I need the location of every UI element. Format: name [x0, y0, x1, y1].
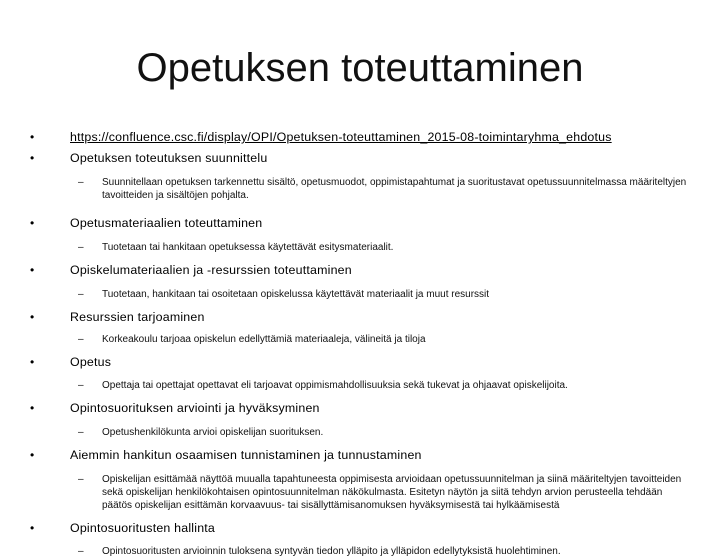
item-heading: Opintosuorituksen arviointi ja hyväksyminen — [70, 401, 320, 415]
sub-item-text: Tuotetaan tai hankitaan opetuksessa käytettävät esitysmateriaalit. — [102, 242, 394, 253]
list-item — [30, 448, 690, 463]
sub-item — [30, 473, 690, 512]
dash-icon: – — [78, 380, 84, 391]
sub-item — [30, 545, 690, 558]
dash-icon: – — [78, 474, 84, 485]
sub-item — [30, 176, 690, 202]
sub-item — [30, 241, 690, 254]
item-heading: Aiemmin hankitun osaamisen tunnistaminen ja tunnustaminen — [70, 448, 422, 462]
sub-item — [30, 288, 690, 301]
sub-item — [30, 379, 690, 392]
sub-item-text: Tuotetaan, hankitaan tai osoitetaan opiskelussa käytettävät materiaalit ja muut resurssit — [102, 289, 490, 300]
bullet-icon: • — [30, 310, 35, 324]
list-item — [30, 401, 690, 416]
list-item — [30, 263, 690, 278]
list-item — [30, 310, 690, 325]
dash-icon: – — [78, 334, 84, 345]
item-heading: Opetuksen toteutuksen suunnittelu — [70, 151, 268, 165]
bullet-icon: • — [30, 355, 35, 369]
bullet-icon: • — [30, 263, 35, 277]
list-item — [30, 355, 690, 370]
list-item — [30, 151, 690, 166]
dash-icon: – — [78, 546, 84, 557]
sub-item-text: Opetushenkilökunta arvioi opiskelijan suorituksen. — [102, 427, 324, 438]
list-item — [30, 216, 690, 231]
bullet-icon: • — [30, 216, 35, 230]
item-heading: Opetusmateriaalien toteuttaminen — [70, 216, 263, 230]
item-heading: Opiskelumateriaalien ja -resurssien toteuttaminen — [70, 263, 352, 277]
sub-item-text: Opiskelijan esittämää näyttöä muualla tapahtuneesta oppimisesta arvioidaan opetussuunnitelman ja siinä määriteltyjen tavoitteiden sekä opiskelijan henkilökohtaisen opintosuunnitelman näkökulmasta. Esitetyn näytön ja siitä tehdyn arvion perusteella tehdään päätös opiskelijan esittämän korvaavuus- tai sisällyttämisanomuksen hyväksymisestä tai hylkäämisestä — [102, 474, 682, 511]
bullet-list — [30, 130, 690, 558]
sub-item — [30, 426, 690, 439]
dash-icon: – — [78, 242, 84, 253]
bullet-icon: • — [30, 521, 35, 535]
item-heading: Resurssien tarjoaminen — [70, 310, 205, 324]
sub-item-text: Korkeakoulu tarjoaa opiskelun edellyttämiä materiaaleja, välineitä ja tiloja — [102, 334, 426, 345]
sub-item — [30, 333, 690, 346]
dash-icon: – — [78, 177, 84, 188]
list-item — [30, 130, 690, 145]
sub-item-text: Suunnitellaan opetuksen tarkennettu sisältö, opetusmuodot, oppimistapahtumat ja suoritustavat opetussuunnitelmassa määriteltyjen tavoitteiden ja sisältöjen pohjalta. — [102, 177, 687, 201]
item-heading: Opintosuoritusten hallinta — [70, 521, 216, 535]
confluence-link[interactable]: https://confluence.csc.fi/display/OPI/Opetuksen-toteuttaminen_2015-08-toimintaryhma_ehdotus — [70, 130, 612, 144]
slide-title: Opetuksen toteuttaminen — [136, 46, 584, 90]
bullet-icon: • — [30, 130, 35, 144]
item-heading: Opetus — [70, 355, 112, 369]
list-item — [30, 521, 690, 536]
sub-item-text: Opettaja tai opettajat opettavat eli tarjoavat oppimismahdollisuuksia sekä tukevat ja ohjaavat opiskelijoita. — [102, 380, 568, 391]
bullet-icon: • — [30, 401, 35, 415]
bullet-icon: • — [30, 448, 35, 462]
sub-item-text: Opintosuoritusten arvioinnin tuloksena syntyvän tiedon ylläpito ja ylläpidon edellytyksistä huolehtiminen. — [102, 546, 561, 557]
dash-icon: – — [78, 289, 84, 300]
dash-icon: – — [78, 427, 84, 438]
bullet-icon: • — [30, 151, 35, 165]
